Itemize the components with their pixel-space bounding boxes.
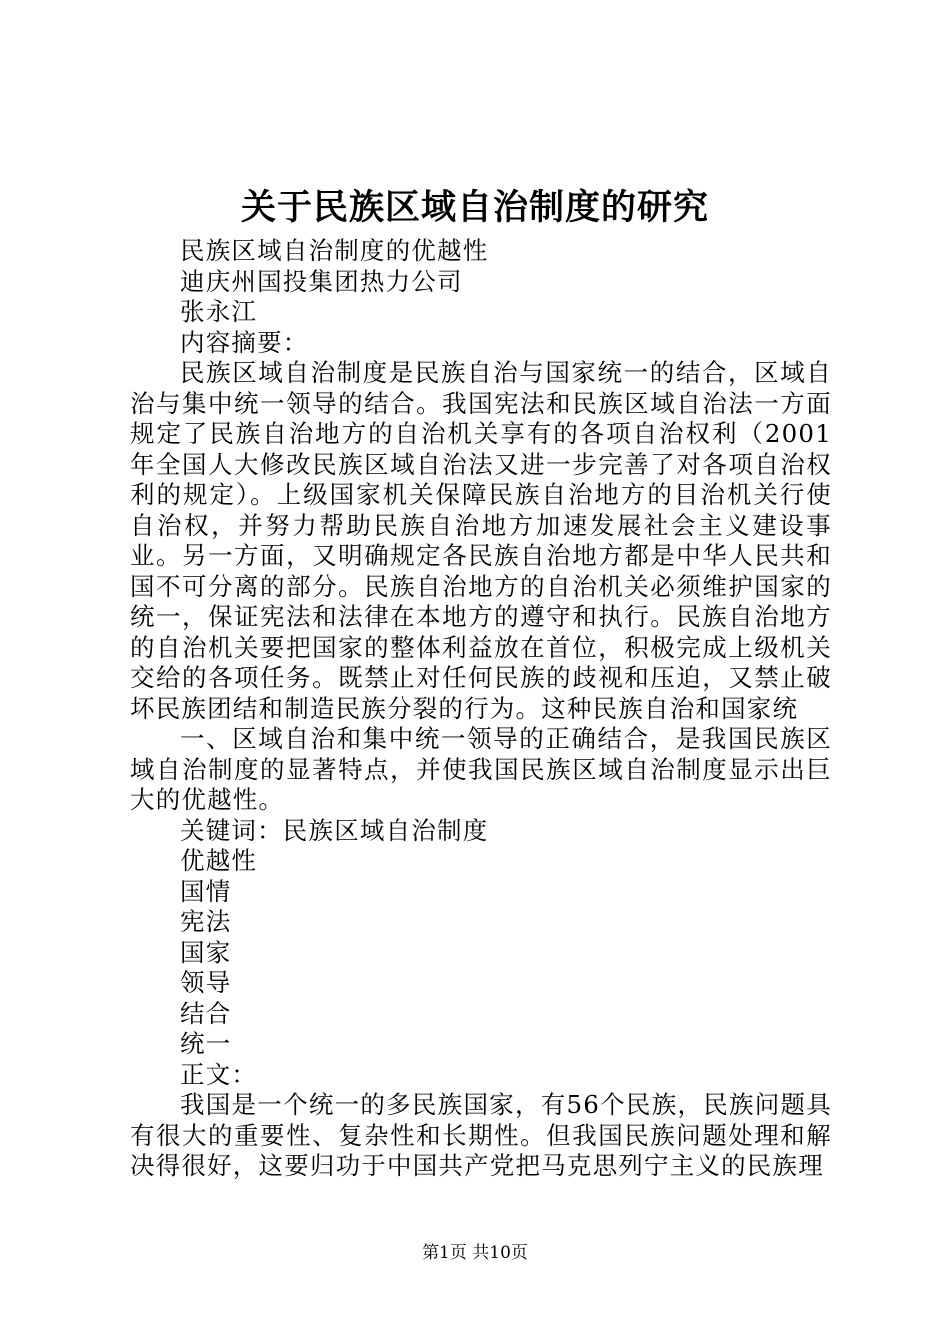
- body-heading: 正文：: [180, 1059, 258, 1089]
- keywords-line: 关键词：民族区域自治制度: [180, 815, 489, 845]
- point-one-paragraph: 一、区域自治和集中统一领导的正确结合，是我国民族区域自治制度的显著特点，并使我国民族区域自治制度显示出巨大的优越性。: [130, 724, 832, 814]
- keyword-item: 国情: [180, 876, 232, 906]
- keyword-item: 宪法: [180, 907, 232, 936]
- abstract-heading: 内容摘要：: [180, 327, 309, 357]
- document-body: [130, 236, 832, 1182]
- abstract-paragraph: 民族区域自治制度是民族自治与国家统一的结合，区域自治与集中统一领导的结合。我国宪法和民族区域自治法一方面规定了民族自治地方的自治机关享有的各项自治权利（2001年全国人大修改民族区域自治法又进一步完善了对各项自治权利的规定）。上级国家机关保障民族自治地方的目治机关行使自治权，并努力帮助民族自治地方加速发展社会主义建设事业。另一方面，又明确规定各民族自治地方都是中华人民共和国不可分离的部分。民族自治地方的自治机关必须维护国家的统一，保证宪法和法律在本地方的遵守和执行。民族自治地方的自治机关要把国家的整体利益放在首位，积极完成上级机关交给的各项任务。既禁止对任何民族的歧视和压迫，又禁止破坏民族团结和制造民族分裂的行为。这种民族自治和国家统: [130, 358, 832, 723]
- body-paragraph: 我国是一个统一的多民族国家，有56个民族，民族问题具有很大的重要性、复杂性和长期性。但我国民族问题处理和解决得很好，这要归功于中国共产党把马克思列宁主义的民族理: [130, 1090, 832, 1180]
- keyword-item: 优越性: [180, 846, 258, 875]
- keyword-item: 领导: [180, 968, 232, 997]
- organization: 迪庆州国投集团热力公司: [180, 266, 463, 296]
- page-footer: 第1页 共10页: [422, 1243, 528, 1263]
- subtitle: 民族区域自治制度的优越性: [180, 236, 489, 265]
- author: 张永江: [180, 297, 258, 326]
- keyword-item: 统一: [180, 1029, 232, 1058]
- keyword-item: 国家: [180, 937, 232, 967]
- document-title: 关于民族区域自治制度的研究: [240, 187, 709, 228]
- keyword-item: 结合: [180, 998, 232, 1028]
